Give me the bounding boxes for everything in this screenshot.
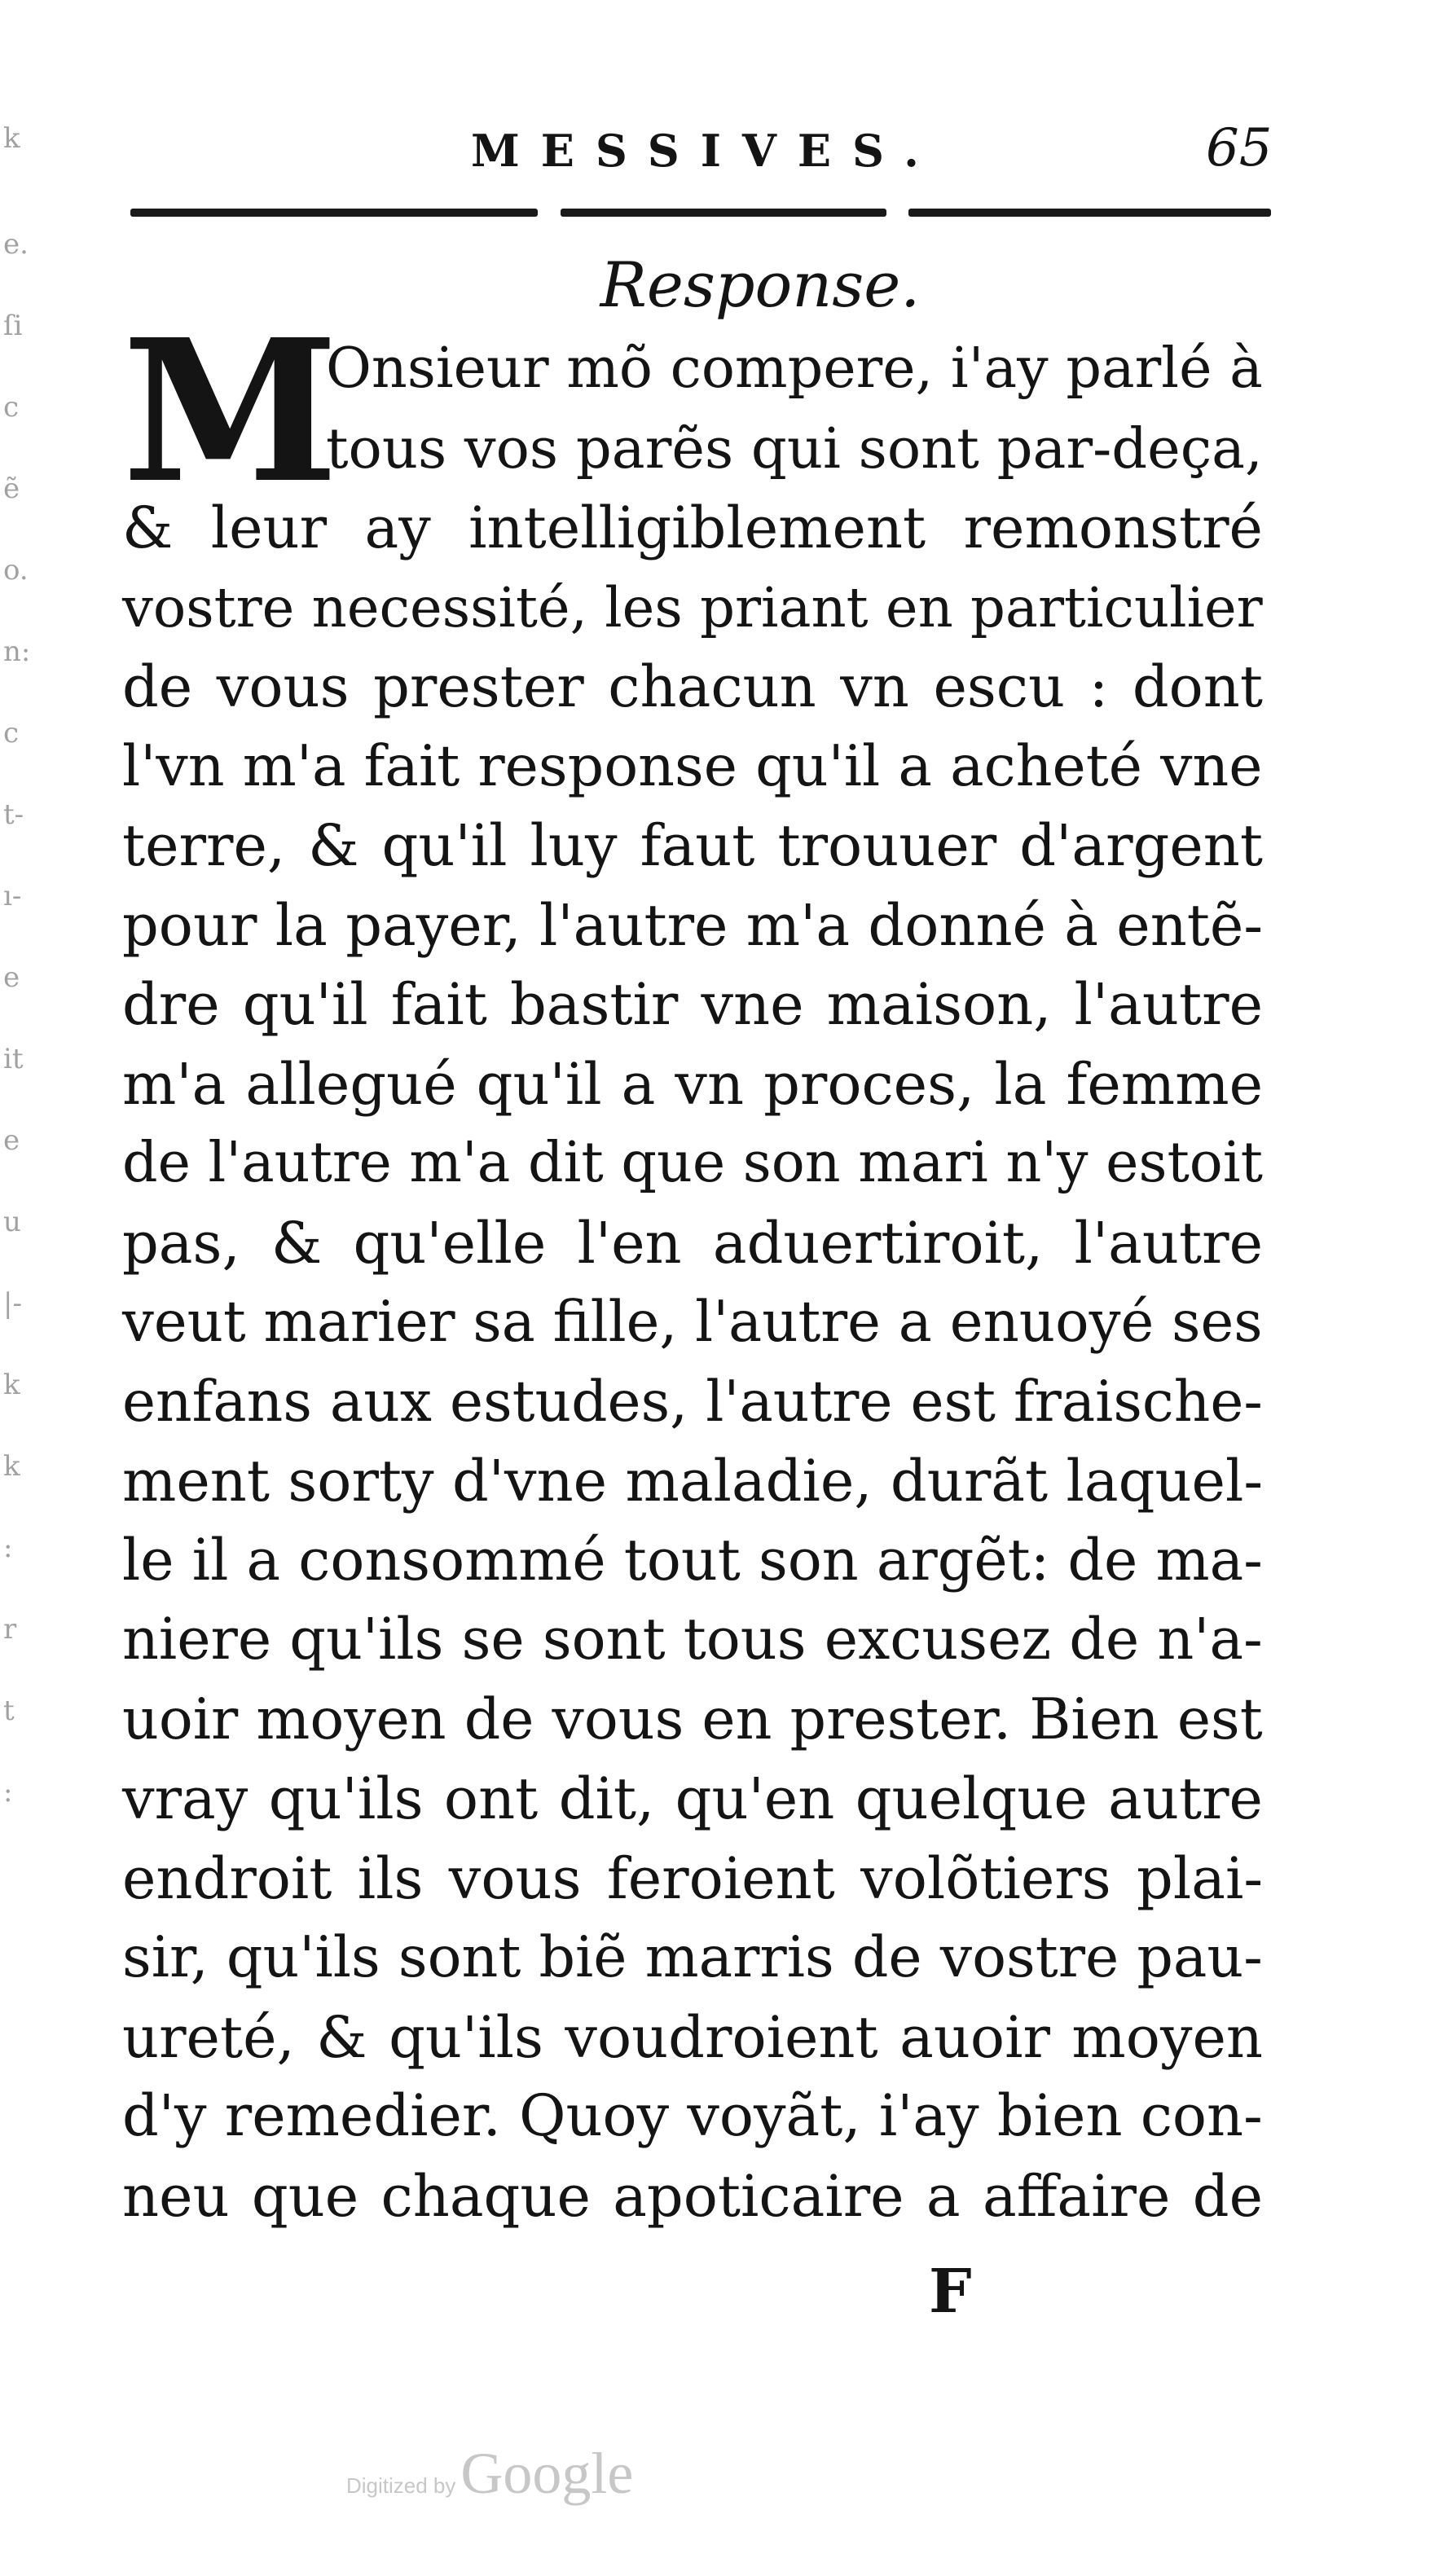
text-line: de vous prester chacun vn escu : dont xyxy=(122,653,1263,720)
text-line: pour la payer, l'autre m'a donné à entẽ- xyxy=(122,891,1263,959)
text-line: tous vos parẽs qui sont par-deça, xyxy=(326,415,1263,481)
rule-segment xyxy=(130,209,538,217)
running-title: MESSIVES. xyxy=(471,125,940,177)
rule-segment xyxy=(908,209,1271,217)
text-line: m'a allegué qu'il a vn proces, la femme xyxy=(122,1050,1263,1118)
text-line: le il a consommé tout son argẽt: de ma- xyxy=(122,1527,1263,1594)
watermark-prefix: Digitized by xyxy=(346,2473,456,2498)
signature-mark: F xyxy=(929,2257,972,2327)
page-header xyxy=(456,118,1295,183)
text-line: endroit ils vous feroient volõtiers plai- xyxy=(122,1844,1263,1912)
page-number: 65 xyxy=(1206,118,1273,178)
text-line: veut marier sa fille, l'autre a enuoyé ses xyxy=(122,1290,1263,1355)
text-line: enfans aux estudes, l'autre est fraische- xyxy=(122,1369,1263,1435)
text-line: uoir moyen de vous en prester. Bien est xyxy=(122,1686,1263,1752)
text-line: ureté, & qu'ils voudroient auoir moyen xyxy=(122,2003,1263,2071)
text-line: pas, & qu'elle l'en aduertiroit, l'autre xyxy=(122,1209,1263,1277)
section-heading: Response. xyxy=(600,248,921,321)
text-line: de l'autre m'a dit que son mari n'y estoit xyxy=(122,1131,1263,1195)
text-line: terre, & qu'il luy faut trouuer d'argent xyxy=(122,812,1263,879)
text-line: sir, qu'ils sont biẽ marris de vostre pau- xyxy=(122,1924,1263,1990)
text-line: d'y remedier. Quoy voyãt, i'ay bien con- xyxy=(122,2083,1263,2149)
rule-segment xyxy=(561,209,886,217)
text-line: & leur ay intelligiblement remonstré xyxy=(122,495,1263,561)
text-line: Onsieur mõ compere, i'ay parlé à xyxy=(326,336,1263,401)
header-rule xyxy=(130,209,1271,220)
digitized-watermark xyxy=(346,2440,633,2505)
text-line: niere qu'ils se sont tous excusez de n'a- xyxy=(122,1607,1263,1673)
text-line: l'vn m'a fait response qu'il a acheté vne xyxy=(122,732,1263,799)
text-line: vray qu'ils ont dit, qu'en quelque autre xyxy=(122,1765,1263,1832)
google-logo: Google xyxy=(460,2441,634,2506)
text-line: ment sorty d'vne maladie, durãt laquel- xyxy=(122,1448,1263,1514)
text-line: vostre necessité, les priant en particulier xyxy=(122,575,1263,640)
facing-page-bleed: k e. ſi c ẽ o. n: c t- ı- e it e u |- k k : r t : xyxy=(3,122,31,1809)
text-line: neu que chaque apoticaire a affaire de xyxy=(122,2162,1263,2230)
drop-cap: M xyxy=(122,297,339,526)
text-line: dre qu'il fait bastir vne maison, l'autre xyxy=(122,971,1263,1038)
